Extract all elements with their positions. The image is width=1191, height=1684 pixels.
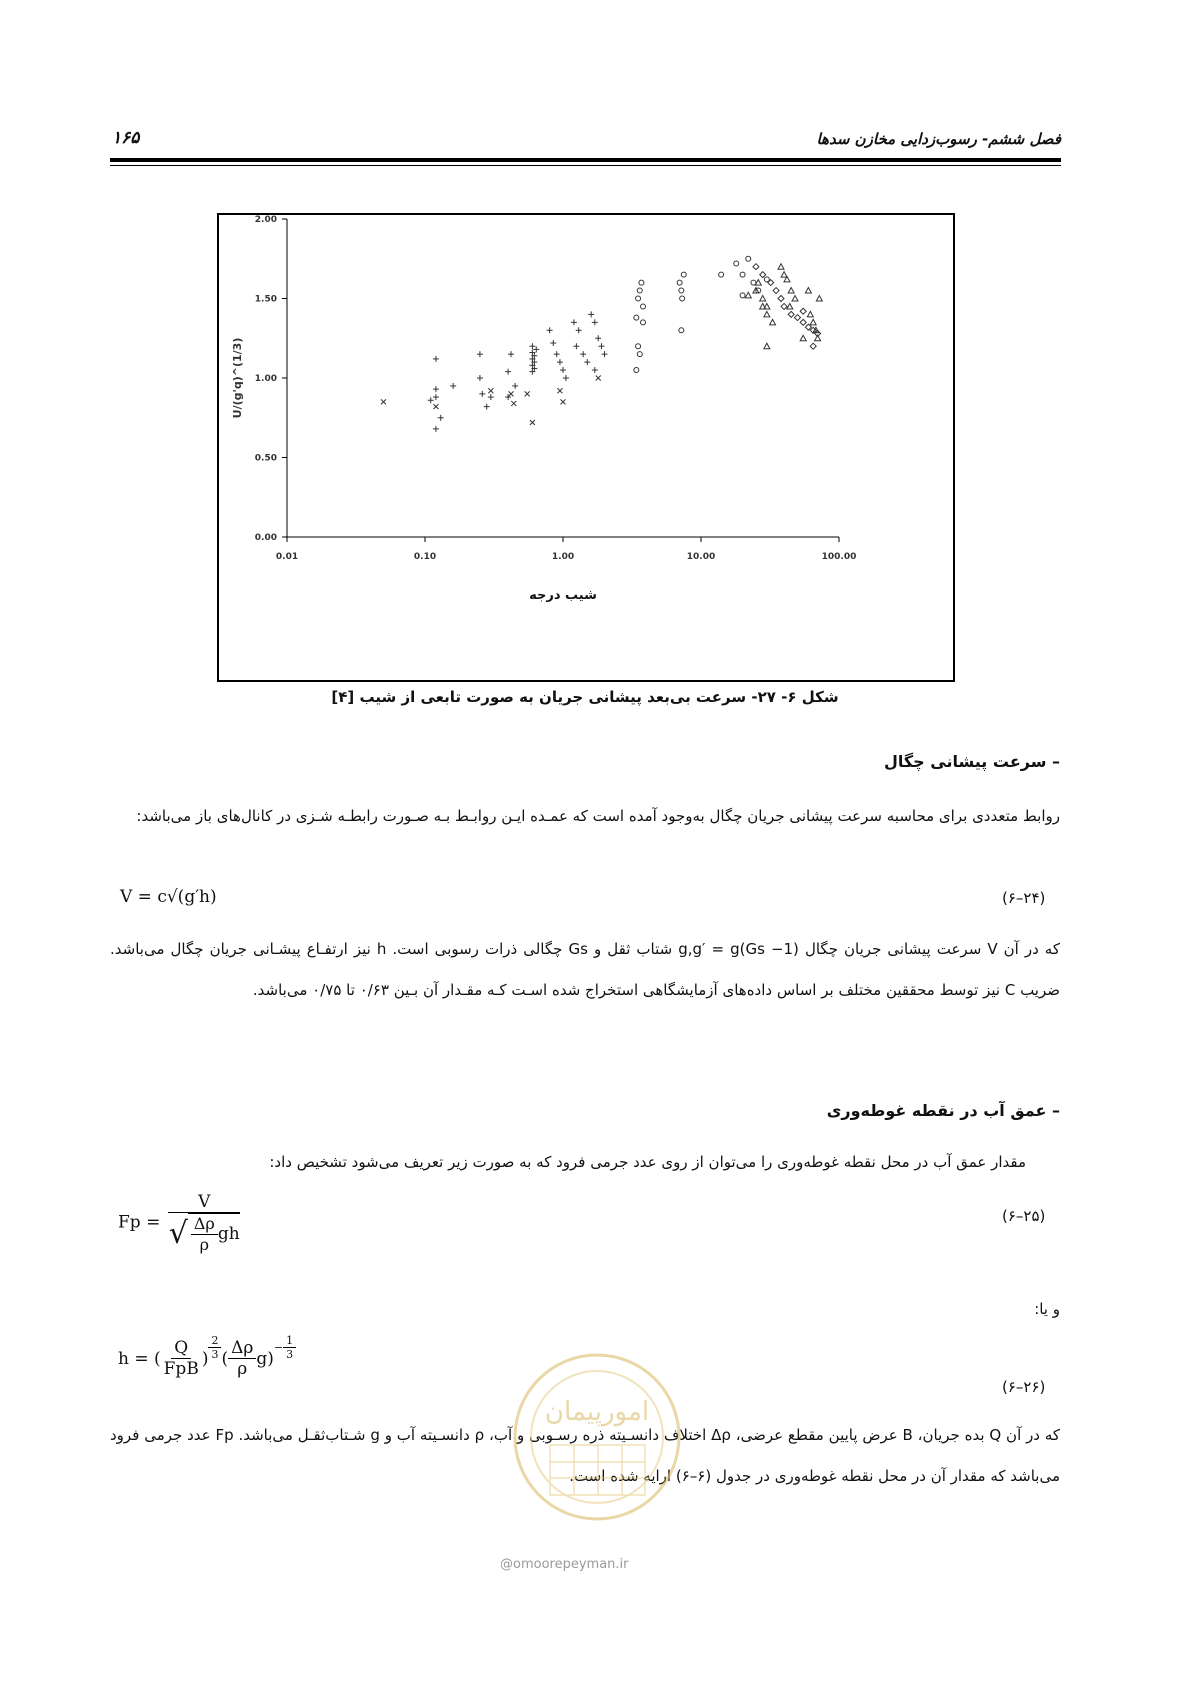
equation-26-number: (۶–۲۶) (1002, 1378, 1046, 1396)
equation-24 (120, 887, 217, 907)
q: Q (171, 1338, 191, 1359)
x-tick-label: 0.10 (413, 552, 437, 562)
y-axis-label: U/(g'q)^(1/3) (231, 337, 244, 419)
scatter-chart (219, 215, 953, 680)
figure-frame (217, 213, 955, 682)
y-tick-label: 1.00 (254, 374, 277, 384)
equation-25-lhs: Fp = (118, 1212, 161, 1233)
exponent-one-third (283, 1334, 296, 1361)
x-tick-label: 100.00 (821, 552, 857, 562)
exponent-two-thirds (208, 1334, 221, 1361)
paragraph-plunge-depth-intro: مقدار عمق آب در محل نقطه غوطه‌وری را می‌توان از روی عدد جرمی فرود که به صورت زیر تعریف می‌شود تشخیص داد: (269, 1153, 1026, 1171)
chapter-title: فصل ششم- رسوب‌زدایی مخازن سدها (816, 130, 1061, 148)
y-tick-label: 0.50 (254, 453, 277, 464)
drho-over-rho-26 (228, 1338, 256, 1380)
equation-24-formula: V = c√(g′h) (120, 887, 217, 907)
paragraph-front-velocity-definitions: که در آن V سرعت پیشانی جریان چگال g,g′ = g(Gs −1) شتاب ثقل و Gs چگالی ذرات رسوبی است. h نیز ارتفـاع پیشـانی جریان چگال می‌باشد. ضریب C نیز توسط محققین مختلف بر اساس داده‌های آزمایشگاهی استخراج شده اسـت کـه مقـدار آن بـین ۰/۶۳ تا ۰/۷۵ می‌باشد. (110, 940, 1060, 999)
equation-25-number: (۶–۲۵) (1002, 1207, 1046, 1225)
x-tick-label: 10.00 (686, 552, 716, 562)
x-tick-label: 1.00 (551, 552, 575, 562)
section-heading-plunge-depth: – عمق آب در نقطه غوطه‌وری (826, 1101, 1060, 1120)
drho: Δρ (191, 1214, 218, 1234)
paragraph-front-velocity-intro: روابط متعددی برای محاسبه سرعت پیشانی جریان چگال به‌وجود آمده است که عمـده ایـن روابـط بـه صـورت رابطـه شـزی در کانال‌های باز می‌باشد: (136, 807, 1060, 825)
drho-over-rho (191, 1214, 218, 1253)
x-tick-label: 0.01 (275, 552, 299, 562)
g-26: g) (256, 1348, 274, 1369)
exp2-num: 1 (283, 1334, 296, 1348)
rho-26: ρ (237, 1359, 248, 1380)
equation-25 (118, 1192, 243, 1254)
exp2-den: 3 (286, 1348, 294, 1362)
section-heading-front-velocity: – سرعت پیشانی چگال (883, 752, 1060, 771)
equation-24-number: (۶–۲۴) (1002, 889, 1046, 907)
watermark-logo-text: امورپیمان (544, 1397, 650, 1427)
y-tick-label: 2.00 (254, 215, 277, 225)
x-axis-label: شیب درجه (529, 588, 597, 603)
figure-caption: شکل ۶- ۲۷- سرعت بی‌بعد پیشانی جریان به صورت تابعی از شیب [۴] (331, 688, 839, 706)
q-over-fpb (161, 1338, 202, 1380)
equation-26: h = ( $\frac{Q}{\text{FpB}}$ ) $\frac{2}{3}$ ( $\frac{\Delta\rho}{\rho}$ g) − $\frac{1}{3}$ (118, 1338, 296, 1380)
equation-26-lhs: h = ( (118, 1348, 161, 1369)
y-tick-label: 0.00 (254, 533, 277, 543)
page-number: ۱۶۵ (112, 128, 140, 148)
drho-26: Δρ (228, 1338, 256, 1359)
rho: ρ (199, 1234, 210, 1254)
y-tick-label: 1.50 (254, 294, 277, 305)
watermark-site: @omoorepeyman.ir (500, 1557, 629, 1572)
header-rule (110, 158, 1061, 162)
gh: gh (217, 1223, 240, 1244)
sqrt-body (188, 1213, 240, 1253)
equation-25-numerator: V (168, 1192, 240, 1213)
or-text: و یا: (1034, 1300, 1060, 1318)
exp2-sign: − (273, 1341, 284, 1355)
watermark-logo (510, 1350, 685, 1525)
header-rule-thin (110, 165, 1061, 166)
equation-25-fraction (166, 1192, 243, 1254)
exp1-den: 3 (211, 1348, 219, 1362)
paragraph-plunge-depth-definitions: که در آن Q بده جریان، B عرض پایین مقطع عرضی، Δρ اختلاف دانسـیته ذره رسـوبی و آب، ρ دانسـیته آب و g شـتاب‌ثقـل می‌باشد. Fp عدد جرمی فرود می‌باشد که مقدار آن در محل نقطه غوطه‌وری در جدول (۶–۶) ارایه شده است. (110, 1426, 1061, 1485)
exp1-num: 2 (208, 1334, 221, 1348)
fpb: FpB (163, 1359, 199, 1380)
equation-25-denominator (166, 1213, 243, 1253)
sqrt-sign: √ (168, 1215, 188, 1251)
